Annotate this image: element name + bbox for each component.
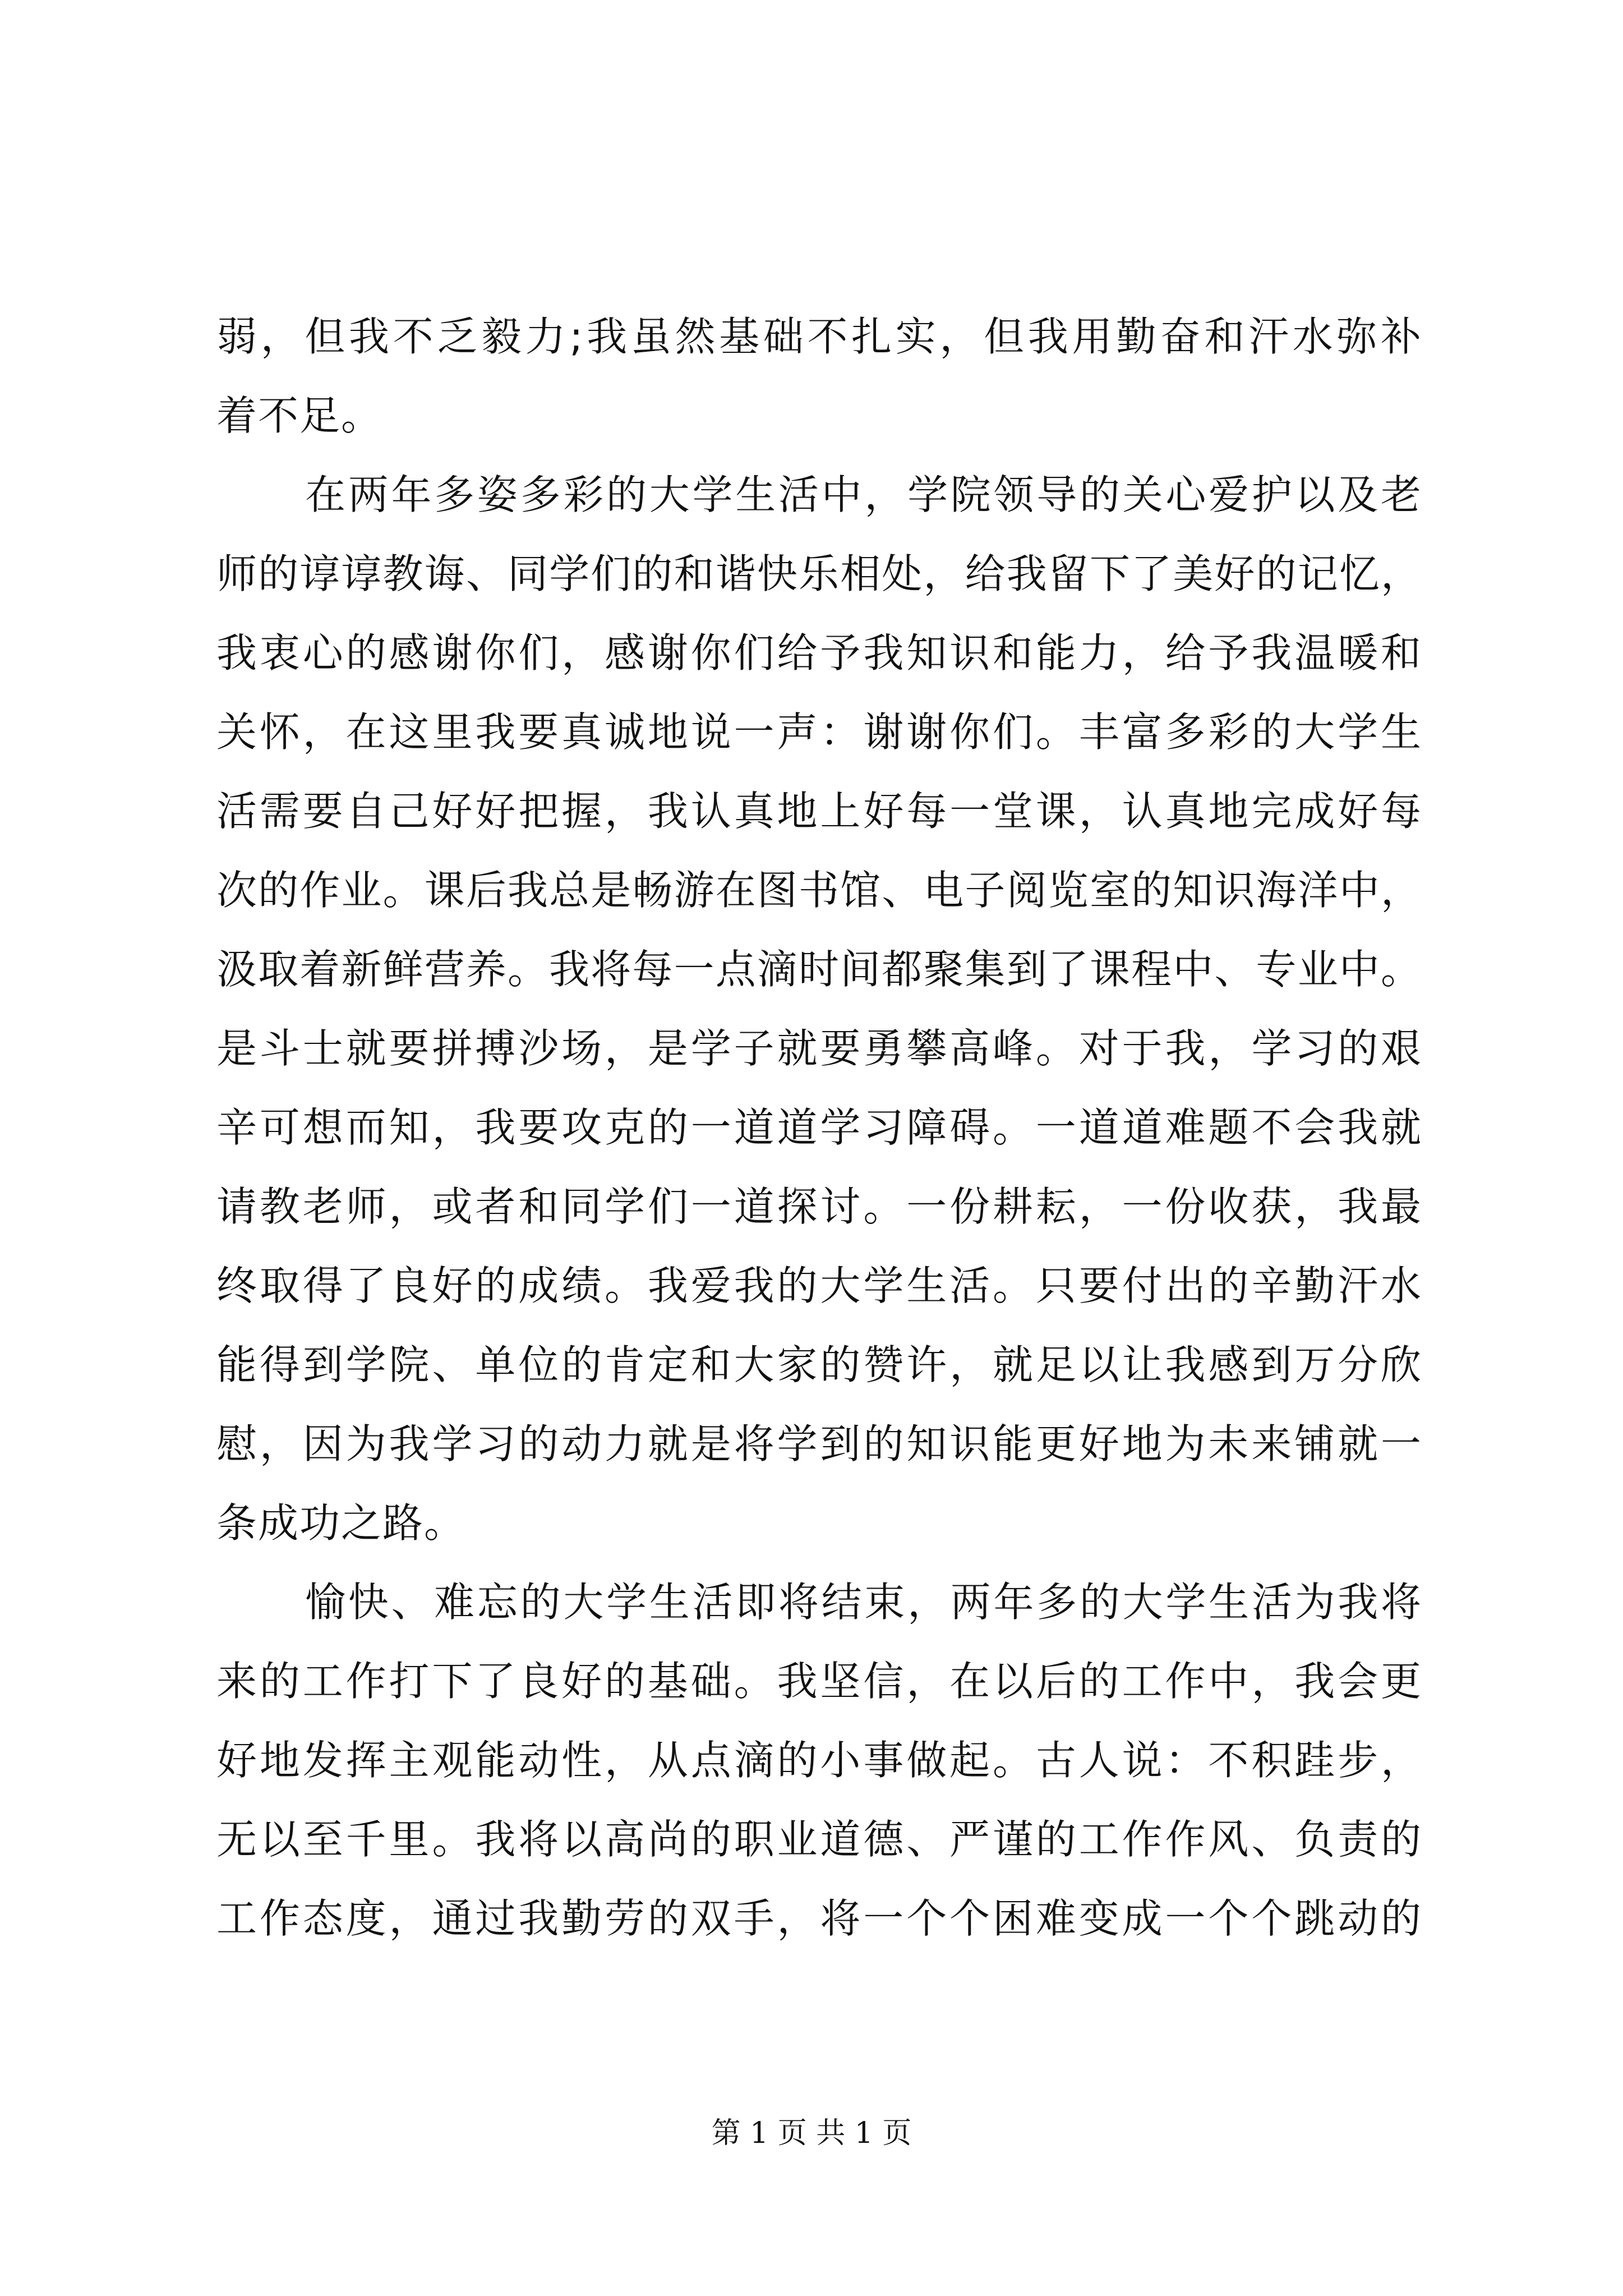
text-line: 来的工作打下了良好的基础。我坚信，在以后的工作中，我会更 [216, 1658, 1422, 1705]
text-line: 在两年多姿多彩的大学生活中，学院领导的关心爱护以及老 [305, 471, 1422, 518]
text-line: 愉快、难忘的大学生活即将结束，两年多的大学生活为我将 [305, 1579, 1422, 1626]
text-line: 终取得了良好的成绩。我爱我的大学生活。只要付出的辛勤汗水 [216, 1262, 1422, 1309]
body-text [216, 297, 1422, 1958]
page-footer [0, 2109, 1623, 2151]
text-line: 辛可想而知，我要攻克的一道道学习障碍。一道道难题不会我就 [216, 1104, 1422, 1151]
text-line: 请教老师，或者和同学们一道探讨。一份耕耘，一份收获，我最 [216, 1183, 1422, 1230]
text-line: 能得到学院、单位的肯定和大家的赞许，就足以让我感到万分欣 [216, 1341, 1422, 1388]
text-line: 工作态度，通过我勤劳的双手，将一个个困难变成一个个跳动的 [216, 1895, 1422, 1942]
text-line: 活需要自己好好把握，我认真地上好每一堂课，认真地完成好每 [216, 788, 1422, 835]
text-line: 好地发挥主观能动性，从点滴的小事做起。古人说：不积跬步， [216, 1737, 1422, 1784]
text-line: 次的作业。课后我总是畅游在图书馆、电子阅览室的知识海洋中， [216, 867, 1422, 914]
page-number-label: 第 1 页 共 1 页 [711, 2116, 912, 2150]
text-line: 着不足。 [216, 392, 383, 439]
text-line: 是斗士就要拼搏沙场，是学子就要勇攀高峰。对于我，学习的艰 [216, 1025, 1422, 1072]
text-line: 无以至千里。我将以高尚的职业道德、严谨的工作作风、负责的 [216, 1816, 1422, 1863]
text-line: 汲取着新鲜营养。我将每一点滴时间都聚集到了课程中、专业中。 [216, 946, 1422, 993]
text-line: 弱，但我不乏毅力;我虽然基础不扎实，但我用勤奋和汗水弥补 [216, 313, 1422, 360]
text-line: 关怀，在这里我要真诚地说一声：谢谢你们。丰富多彩的大学生 [216, 708, 1422, 756]
text-line: 我衷心的感谢你们，感谢你们给予我知识和能力，给予我温暖和 [216, 629, 1422, 677]
text-line: 慰，因为我学习的动力就是将学到的知识能更好地为未来铺就一 [216, 1420, 1422, 1467]
text-line: 条成功之路。 [216, 1499, 466, 1547]
text-line: 师的谆谆教诲、同学们的和谐快乐相处，给我留下了美好的记忆， [216, 550, 1422, 597]
